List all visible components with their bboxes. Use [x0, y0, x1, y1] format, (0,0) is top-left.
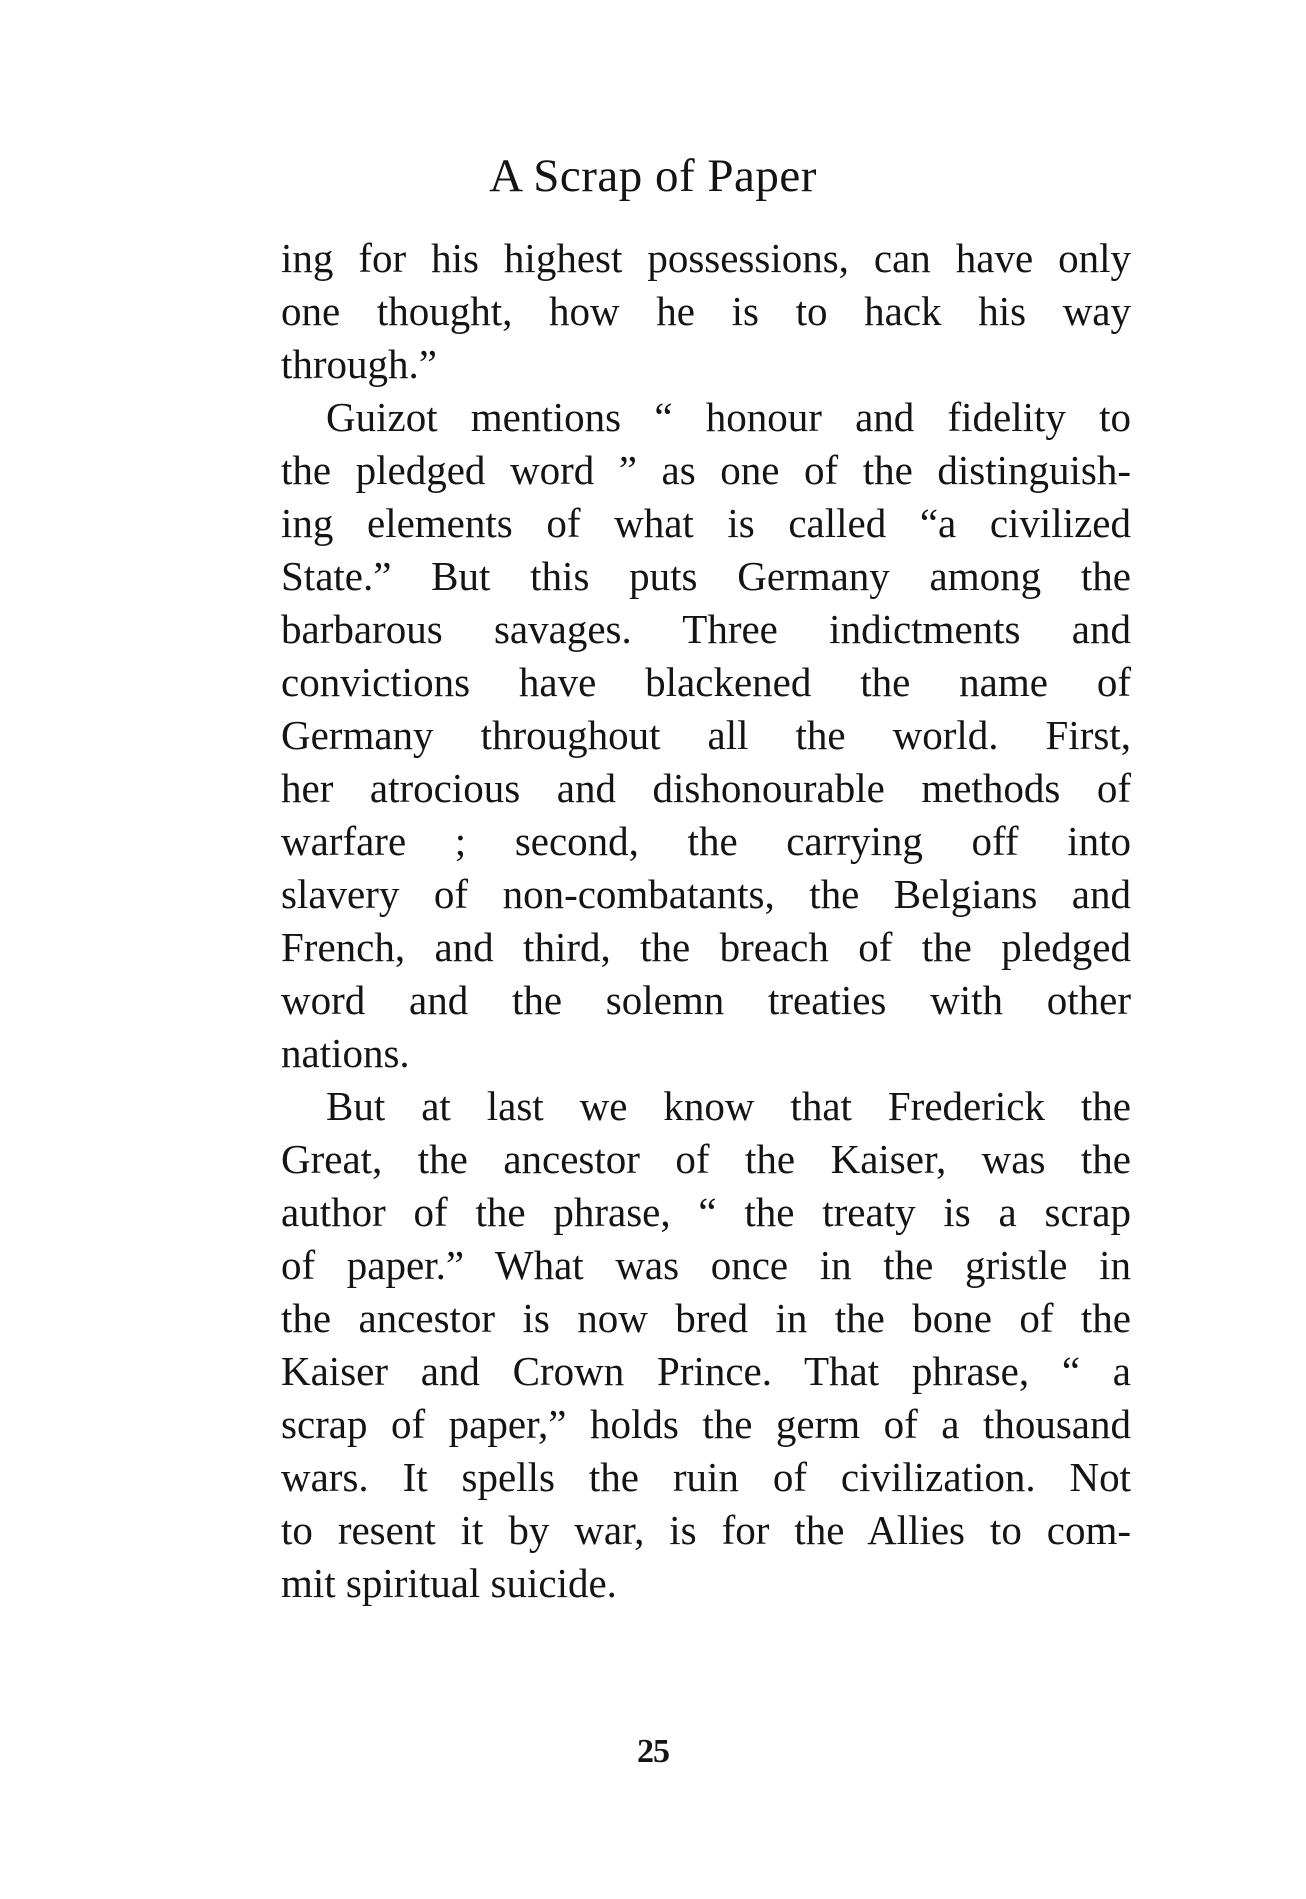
body-text	[281, 232, 1131, 1610]
text-line: word and the solemn treaties with other	[281, 977, 1131, 1023]
text-line: author of the phrase, “ the treaty is a scrap	[281, 1189, 1131, 1235]
page-number: 25	[637, 1733, 669, 1770]
text-line: slavery of non-combatants, the Belgians and	[281, 871, 1131, 917]
text-line: the ancestor is now bred in the bone of the	[281, 1295, 1131, 1341]
text-line: ing elements of what is called “a civilized	[281, 500, 1131, 546]
text-line: State.” But this puts Germany among the	[281, 553, 1131, 599]
text-line: Guizot mentions “ honour and fidelity to	[326, 394, 1131, 440]
text-line: But at last we know that Frederick the	[326, 1083, 1131, 1129]
text-line: through.”	[281, 341, 437, 387]
running-head-title: A Scrap of Paper	[489, 150, 817, 202]
text-line: mit spiritual suicide.	[281, 1560, 617, 1606]
text-line: wars. It spells the ruin of civilization. Not	[281, 1454, 1131, 1500]
text-line: Germany throughout all the world. First,	[281, 712, 1131, 758]
text-line: warfare ; second, the carrying off into	[281, 818, 1131, 864]
text-line: barbarous savages. Three indictments and	[281, 606, 1131, 652]
text-line: ing for his highest possessions, can have only	[281, 235, 1131, 281]
text-line: her atrocious and dishonourable methods of	[281, 765, 1131, 811]
text-line: nations.	[281, 1030, 410, 1076]
text-line: scrap of paper,” holds the germ of a thousand	[281, 1401, 1131, 1447]
text-line: convictions have blackened the name of	[281, 659, 1131, 705]
text-line: French, and third, the breach of the pledged	[281, 924, 1131, 970]
text-line: the pledged word ” as one of the distinguish-	[281, 447, 1131, 493]
text-line: to resent it by war, is for the Allies to com-	[281, 1507, 1131, 1553]
text-line: Great, the ancestor of the Kaiser, was the	[281, 1136, 1131, 1182]
text-line: one thought, how he is to hack his way	[281, 288, 1131, 334]
text-line: of paper.” What was once in the gristle in	[281, 1242, 1131, 1288]
text-line: Kaiser and Crown Prince. That phrase, “ a	[281, 1348, 1131, 1394]
